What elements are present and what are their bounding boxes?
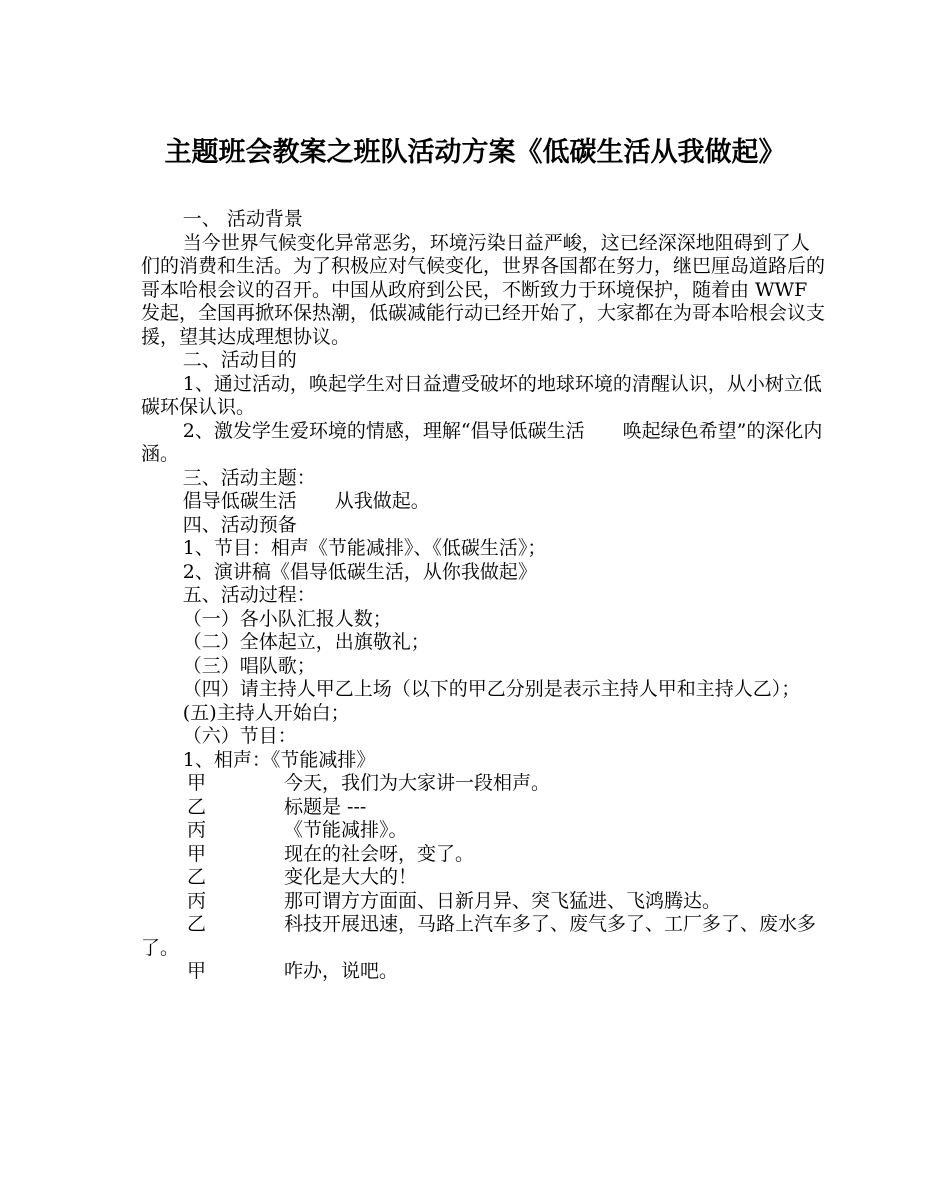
list-item: （二）全体起立，出旗敬礼； <box>182 631 430 653</box>
list-item: （四）请主持人甲乙上场（以下的甲乙分别是表示主持人甲和主持人乙）； <box>182 678 801 700</box>
dialogue-line <box>141 843 825 867</box>
paragraph: 倡导低碳生活 从我做起。 <box>182 490 430 512</box>
dialogue-speaker: 乙 <box>187 866 207 888</box>
dialogue-line <box>141 866 825 890</box>
paragraph: 1、通过活动，唤起学生对日益遭受破坏的地球环境的清醒认识，从小树立低碳环保认识。 <box>141 372 822 418</box>
section-heading: 二、活动目的 <box>182 349 297 371</box>
dialogue-line <box>141 960 825 984</box>
dialogue-line <box>141 796 825 820</box>
section-heading: 三、活动主题： <box>182 466 316 489</box>
section-heading: 四、活动预备 <box>182 513 297 536</box>
dialogue-speaker: 甲 <box>187 842 207 865</box>
dialogue-text: 那可谓方方面面、日新月异、突飞猛进、飞鸿腾达。 <box>284 889 722 912</box>
dialogue-text: 标题是 --- <box>284 795 367 818</box>
dialogue-speaker: 乙 <box>187 795 207 818</box>
dialogue-text: 《节能减排》。 <box>284 819 408 841</box>
paragraph: 2、激发学生爱环境的情感，理解“倡导低碳生活 唤起绿色希望”的深化内涵。 <box>141 419 823 465</box>
paragraph: 1、节目：相声《节能减排》、《低碳生活》； <box>182 537 547 559</box>
dialogue-speaker: 乙 <box>187 913 207 935</box>
paragraph: 1、相声：《节能减排》 <box>182 748 376 771</box>
dialogue-text: 变化是大大的！ <box>284 866 418 888</box>
document-body <box>141 208 825 984</box>
dialogue-line <box>141 772 825 796</box>
list-item: （一）各小队汇报人数； <box>182 607 392 630</box>
dialogue-line <box>141 890 825 914</box>
section-heading: 一、 活动背景 <box>182 208 303 230</box>
list-item: (五)主持人开始白； <box>182 701 350 724</box>
dialogue-speaker: 丙 <box>187 889 207 912</box>
dialogue-line <box>141 819 825 843</box>
list-item: （三）唱队歌； <box>182 654 316 677</box>
section-heading: 五、活动过程： <box>182 584 316 606</box>
dialogue-speaker: 甲 <box>187 772 207 794</box>
paragraph: 2、演讲稿《倡导低碳生活，从你我做起》 <box>182 560 537 583</box>
document-title: 主题班会教案之班队活动方案《低碳生活从我做起》 <box>164 137 786 168</box>
dialogue-text: 咋办，说吧。 <box>284 960 399 982</box>
dialogue-text: 科技开展迅速，马路上汽车多了、废气多了、工厂多了、废水多了。 <box>141 913 817 959</box>
dialogue-text: 现在的社会呀，变了。 <box>284 842 475 865</box>
paragraph: 当今世界气候变化异常恶劣，环境污染日益严峻，这已经深深地阻碍到了人们的消费和生活。为了积极应对气候变化，世界各国都在努力，继巴厘岛道路后的哥本哈根会议的召开。中国从政府到公民，不断致力于环境保护，随着由 WWF 发起，全国再掀环保热潮，低碳减能行动已经开始了，大家都在为哥本哈根会议支援，望其达成理想协议。 <box>141 231 826 348</box>
dialogue-text: 今天，我们为大家讲一段相声。 <box>284 772 551 794</box>
list-item: （六）节目： <box>182 725 297 747</box>
dialogue-speaker: 丙 <box>187 819 207 841</box>
dialogue-line <box>141 913 825 960</box>
dialogue-speaker: 甲 <box>187 960 207 982</box>
